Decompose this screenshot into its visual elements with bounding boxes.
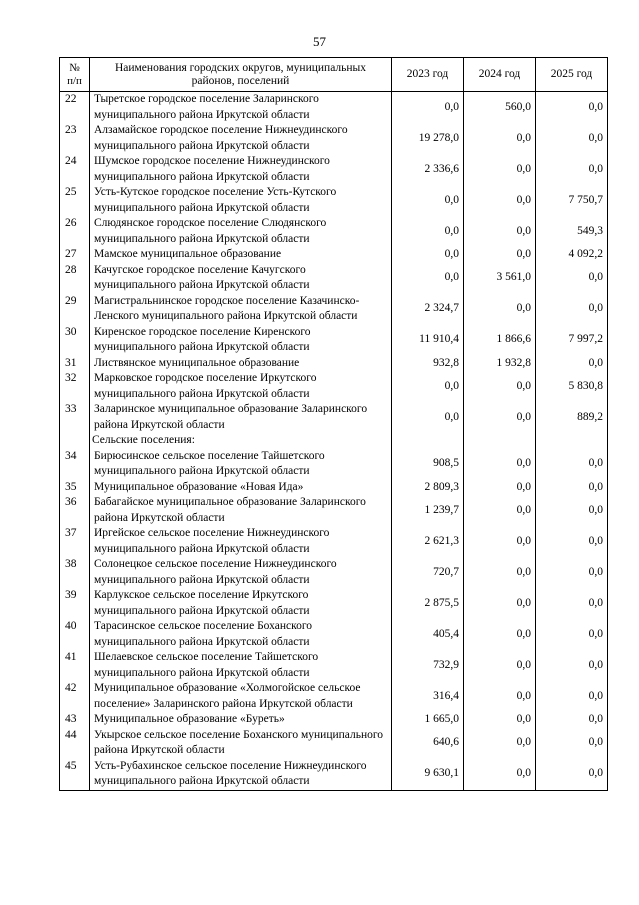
table-row bbox=[60, 650, 608, 681]
row-number: 30 bbox=[60, 325, 90, 356]
row-value-2025: 0,0 bbox=[536, 449, 608, 480]
row-value-2023: 0,0 bbox=[392, 216, 464, 247]
row-name: Усть-Рубахинское сельское поселение Нижнеудинского муниципального района Иркутской области bbox=[90, 759, 392, 791]
row-number: 29 bbox=[60, 294, 90, 325]
row-value-2023: 908,5 bbox=[392, 449, 464, 480]
section-empty-cell bbox=[392, 433, 464, 449]
row-value-2025: 0,0 bbox=[536, 154, 608, 185]
row-name: Слюдянское городское поселение Слюдянского муниципального района Иркутской области bbox=[90, 216, 392, 247]
row-value-2025: 0,0 bbox=[536, 495, 608, 526]
row-value-2023: 1 239,7 bbox=[392, 495, 464, 526]
row-name: Иргейское сельское поселение Нижнеудинского муниципального района Иркутской области bbox=[90, 526, 392, 557]
row-name: Карлукское сельское поселение Иркутского муниципального района Иркутской области bbox=[90, 588, 392, 619]
row-value-2024: 3 561,0 bbox=[464, 263, 536, 294]
row-value-2025: 0,0 bbox=[536, 123, 608, 154]
table-row bbox=[60, 154, 608, 185]
row-name: Муниципальное образование «Буреть» bbox=[90, 712, 392, 728]
section-empty-cell bbox=[536, 433, 608, 449]
row-value-2025: 0,0 bbox=[536, 759, 608, 791]
row-value-2024: 0,0 bbox=[464, 294, 536, 325]
row-value-2023: 720,7 bbox=[392, 557, 464, 588]
row-value-2024: 0,0 bbox=[464, 480, 536, 496]
section-row bbox=[60, 433, 608, 449]
row-value-2025: 0,0 bbox=[536, 619, 608, 650]
row-number: 37 bbox=[60, 526, 90, 557]
row-name: Марковское городское поселение Иркутского муниципального района Иркутской области bbox=[90, 371, 392, 402]
row-number: 25 bbox=[60, 185, 90, 216]
row-value-2025: 0,0 bbox=[536, 480, 608, 496]
row-value-2025: 0,0 bbox=[536, 712, 608, 728]
table-row bbox=[60, 402, 608, 433]
row-number: 38 bbox=[60, 557, 90, 588]
row-name: Качугское городское поселение Качугского муниципального района Иркутской области bbox=[90, 263, 392, 294]
row-value-2025: 7 997,2 bbox=[536, 325, 608, 356]
row-value-2023: 0,0 bbox=[392, 92, 464, 124]
row-value-2024: 0,0 bbox=[464, 619, 536, 650]
row-value-2024: 0,0 bbox=[464, 216, 536, 247]
row-name: Тарасинское сельское поселение Боханского муниципального района Иркутской области bbox=[90, 619, 392, 650]
row-value-2024: 560,0 bbox=[464, 92, 536, 124]
row-value-2024: 0,0 bbox=[464, 154, 536, 185]
row-value-2025: 889,2 bbox=[536, 402, 608, 433]
row-value-2023: 1 665,0 bbox=[392, 712, 464, 728]
page-number: 57 bbox=[313, 34, 326, 49]
row-name: Киренское городское поселение Киренского муниципального района Иркутской области bbox=[90, 325, 392, 356]
table-row bbox=[60, 449, 608, 480]
row-value-2024: 0,0 bbox=[464, 712, 536, 728]
row-number: 45 bbox=[60, 759, 90, 791]
row-number: 34 bbox=[60, 449, 90, 480]
row-value-2025: 4 092,2 bbox=[536, 247, 608, 263]
table-row bbox=[60, 759, 608, 791]
row-name: Листвянское муниципальное образование bbox=[90, 356, 392, 372]
row-number: 32 bbox=[60, 371, 90, 402]
row-value-2025: 549,3 bbox=[536, 216, 608, 247]
row-value-2025: 0,0 bbox=[536, 263, 608, 294]
header-name: Наименования городских округов, муниципальных районов, поселений bbox=[90, 58, 392, 92]
row-value-2025: 0,0 bbox=[536, 356, 608, 372]
row-number: 23 bbox=[60, 123, 90, 154]
row-value-2023: 9 630,1 bbox=[392, 759, 464, 791]
row-number: 36 bbox=[60, 495, 90, 526]
row-value-2023: 2 809,3 bbox=[392, 480, 464, 496]
row-name: Муниципальное образование «Новая Ида» bbox=[90, 480, 392, 496]
table-row bbox=[60, 728, 608, 759]
row-name: Заларинское муниципальное образование Заларинского района Иркутской области bbox=[90, 402, 392, 433]
row-number: 35 bbox=[60, 480, 90, 496]
row-value-2024: 0,0 bbox=[464, 650, 536, 681]
table-row bbox=[60, 294, 608, 325]
budget-table bbox=[59, 57, 608, 791]
table-row bbox=[60, 712, 608, 728]
row-name: Бабагайское муниципальное образование Заларинского района Иркутской области bbox=[90, 495, 392, 526]
row-name: Солонецкое сельское поселение Нижнеудинского муниципального района Иркутской области bbox=[90, 557, 392, 588]
row-value-2023: 2 324,7 bbox=[392, 294, 464, 325]
row-number: 28 bbox=[60, 263, 90, 294]
row-name: Шелаевское сельское поселение Тайшетского муниципального района Иркутской области bbox=[90, 650, 392, 681]
row-value-2023: 732,9 bbox=[392, 650, 464, 681]
row-number: 24 bbox=[60, 154, 90, 185]
row-value-2023: 932,8 bbox=[392, 356, 464, 372]
row-value-2024: 0,0 bbox=[464, 526, 536, 557]
row-name: Усть-Кутское городское поселение Усть-Кутского муниципального района Иркутской области bbox=[90, 185, 392, 216]
row-value-2024: 0,0 bbox=[464, 449, 536, 480]
row-name: Шумское городское поселение Нижнеудинского муниципального района Иркутской области bbox=[90, 154, 392, 185]
row-number: 41 bbox=[60, 650, 90, 681]
header-num: № п/п bbox=[60, 58, 90, 92]
section-label: Сельские поселения: bbox=[90, 433, 392, 449]
row-value-2023: 0,0 bbox=[392, 371, 464, 402]
row-value-2025: 7 750,7 bbox=[536, 185, 608, 216]
row-number: 44 bbox=[60, 728, 90, 759]
row-value-2023: 2 875,5 bbox=[392, 588, 464, 619]
row-value-2025: 0,0 bbox=[536, 588, 608, 619]
row-number: 31 bbox=[60, 356, 90, 372]
table-row bbox=[60, 557, 608, 588]
table-row bbox=[60, 263, 608, 294]
row-value-2024: 0,0 bbox=[464, 185, 536, 216]
table-row bbox=[60, 619, 608, 650]
row-value-2024: 0,0 bbox=[464, 588, 536, 619]
row-value-2025: 0,0 bbox=[536, 681, 608, 712]
table-row bbox=[60, 247, 608, 263]
row-value-2025: 0,0 bbox=[536, 650, 608, 681]
table-row bbox=[60, 325, 608, 356]
row-value-2024: 0,0 bbox=[464, 123, 536, 154]
row-value-2025: 0,0 bbox=[536, 92, 608, 124]
section-num-cell bbox=[60, 433, 90, 449]
row-value-2025: 0,0 bbox=[536, 557, 608, 588]
row-value-2024: 0,0 bbox=[464, 681, 536, 712]
row-value-2024: 1 866,6 bbox=[464, 325, 536, 356]
row-name: Бирюсинское сельское поселение Тайшетского муниципального района Иркутской области bbox=[90, 449, 392, 480]
row-number: 43 bbox=[60, 712, 90, 728]
header-2025: 2025 год bbox=[536, 58, 608, 92]
table-row bbox=[60, 216, 608, 247]
table-row bbox=[60, 356, 608, 372]
row-value-2024: 1 932,8 bbox=[464, 356, 536, 372]
row-value-2024: 0,0 bbox=[464, 495, 536, 526]
row-number: 42 bbox=[60, 681, 90, 712]
row-value-2023: 405,4 bbox=[392, 619, 464, 650]
row-value-2025: 5 830,8 bbox=[536, 371, 608, 402]
row-name: Муниципальное образование «Холмогойское сельское поселение» Заларинского района Иркутской области bbox=[90, 681, 392, 712]
row-number: 27 bbox=[60, 247, 90, 263]
row-name: Тыретское городское поселение Заларинского муниципального района Иркутской области bbox=[90, 92, 392, 124]
row-name: Алзамайское городское поселение Нижнеудинского муниципального района Иркутской области bbox=[90, 123, 392, 154]
table-row bbox=[60, 123, 608, 154]
row-value-2024: 0,0 bbox=[464, 371, 536, 402]
row-value-2023: 19 278,0 bbox=[392, 123, 464, 154]
row-value-2023: 0,0 bbox=[392, 247, 464, 263]
row-name: Укырское сельское поселение Боханского муниципального района Иркутской области bbox=[90, 728, 392, 759]
row-value-2023: 11 910,4 bbox=[392, 325, 464, 356]
table-row bbox=[60, 681, 608, 712]
row-value-2024: 0,0 bbox=[464, 728, 536, 759]
row-value-2024: 0,0 bbox=[464, 557, 536, 588]
row-number: 39 bbox=[60, 588, 90, 619]
row-value-2025: 0,0 bbox=[536, 526, 608, 557]
table-row bbox=[60, 495, 608, 526]
row-value-2023: 0,0 bbox=[392, 263, 464, 294]
row-value-2023: 2 621,3 bbox=[392, 526, 464, 557]
row-value-2023: 2 336,6 bbox=[392, 154, 464, 185]
table-row bbox=[60, 526, 608, 557]
row-value-2024: 0,0 bbox=[464, 402, 536, 433]
row-value-2024: 0,0 bbox=[464, 247, 536, 263]
row-value-2024: 0,0 bbox=[464, 759, 536, 791]
row-number: 40 bbox=[60, 619, 90, 650]
row-value-2025: 0,0 bbox=[536, 294, 608, 325]
row-value-2025: 0,0 bbox=[536, 728, 608, 759]
row-number: 26 bbox=[60, 216, 90, 247]
table-header-row bbox=[60, 58, 608, 92]
row-value-2023: 0,0 bbox=[392, 402, 464, 433]
row-name: Магистральнинское городское поселение Казачинско-Ленского муниципального района Иркутской области bbox=[90, 294, 392, 325]
header-2023: 2023 год bbox=[392, 58, 464, 92]
table-row bbox=[60, 588, 608, 619]
table-row bbox=[60, 480, 608, 496]
row-value-2023: 0,0 bbox=[392, 185, 464, 216]
section-empty-cell bbox=[464, 433, 536, 449]
table-row bbox=[60, 92, 608, 124]
row-value-2023: 316,4 bbox=[392, 681, 464, 712]
row-value-2023: 640,6 bbox=[392, 728, 464, 759]
header-2024: 2024 год bbox=[464, 58, 536, 92]
row-name: Мамское муниципальное образование bbox=[90, 247, 392, 263]
row-number: 33 bbox=[60, 402, 90, 433]
table-row bbox=[60, 185, 608, 216]
row-number: 22 bbox=[60, 92, 90, 124]
table-row bbox=[60, 371, 608, 402]
